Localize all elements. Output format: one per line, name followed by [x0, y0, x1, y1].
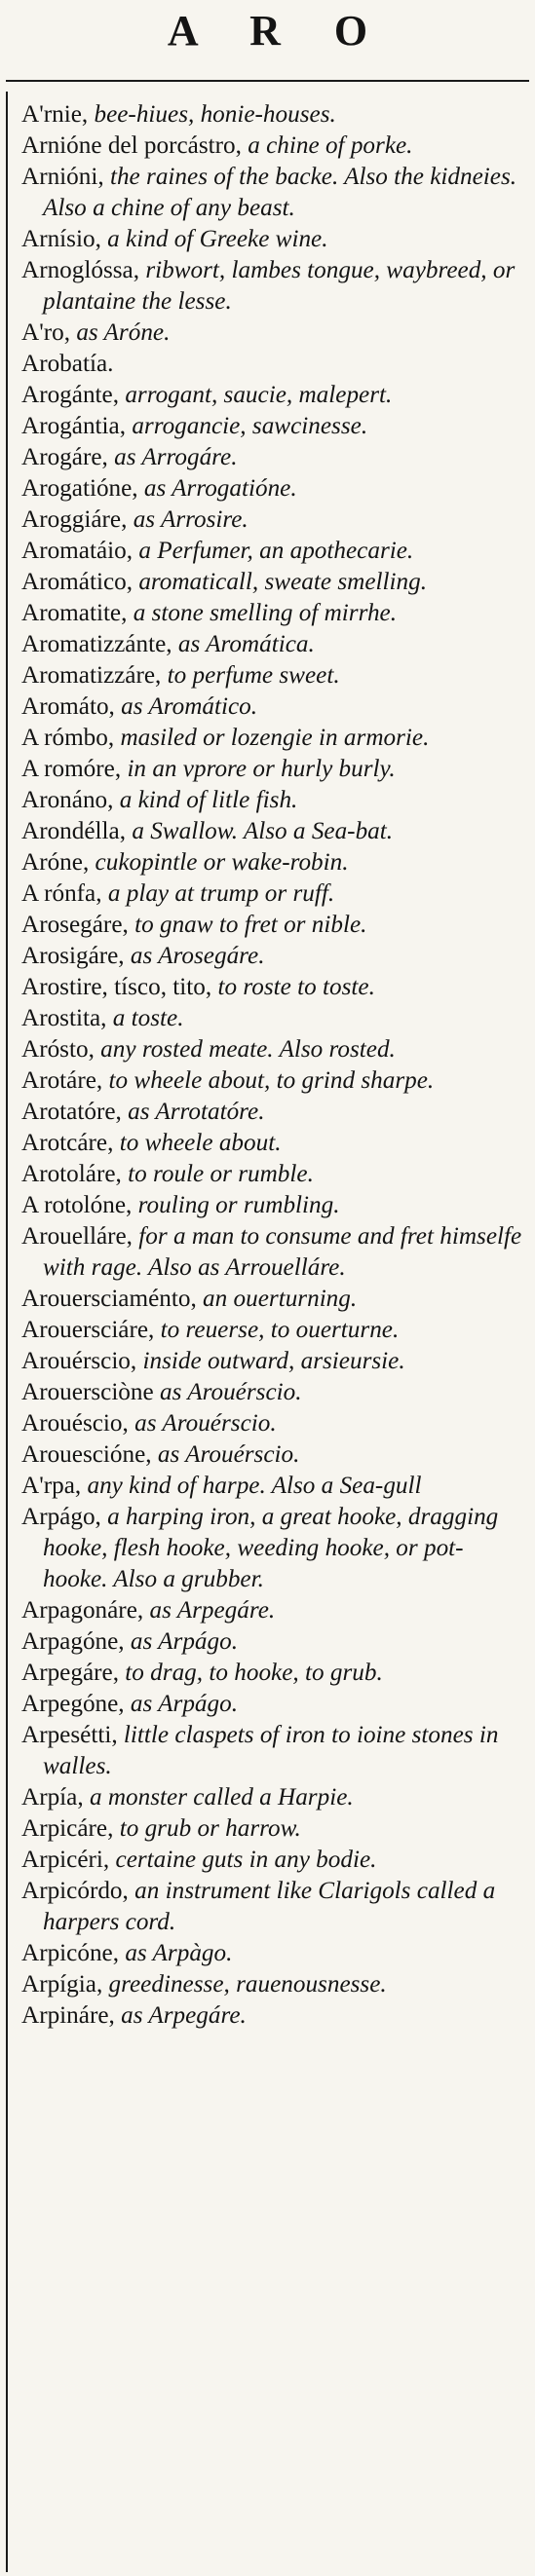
header-rule [6, 80, 529, 82]
entry-headword: Arotatóre, [21, 1099, 122, 1125]
entry-definition: to perfume sweet. [161, 662, 340, 689]
entry-headword: Aromatite, [21, 600, 128, 626]
dictionary-entry [21, 567, 527, 598]
entry-definition: any kind of harpe. Also a Sea-gull [81, 1473, 422, 1499]
entry-headword: Arnísio, [21, 226, 101, 252]
entry-definition: to wheele about, to grind sharpe. [102, 1067, 435, 1094]
entry-headword: Arouescióne, [21, 1441, 152, 1468]
dictionary-entry [21, 598, 527, 629]
entry-definition: to grub or harrow. [113, 1815, 301, 1842]
entry-definition: as Arouérscio. [151, 1441, 300, 1468]
dictionary-entry [21, 1689, 527, 1720]
entry-headword: Aromatáio, [21, 538, 134, 564]
entry-definition: certaine guts in any bodie. [109, 1847, 377, 1873]
entry-headword: Arnióni, [21, 164, 104, 190]
entry-headword: Aromáto, [21, 693, 115, 720]
dictionary-entry [21, 691, 527, 723]
entry-definition: greedinesse, rauenousnesse. [102, 1971, 387, 1997]
entry-definition: a kind of litle fish. [113, 787, 298, 813]
dictionary-entry [21, 660, 527, 691]
dictionary-entry [21, 162, 527, 224]
entry-headword: Arnióne del porcástro, [21, 132, 242, 159]
entry-definition: masiled or lozengie in armorie. [114, 725, 430, 751]
dictionary-entry [21, 1128, 527, 1159]
entry-definition: aromaticall, sweate smelling. [133, 569, 428, 595]
dictionary-entry [21, 1969, 527, 2000]
dictionary-entry [21, 1471, 527, 1502]
entry-headword: Arosegáre, [21, 912, 129, 938]
entry-headword: Arogánte, [21, 382, 120, 408]
entry-definition: as Arpegáre. [143, 1597, 276, 1624]
dictionary-entry [21, 411, 527, 442]
entry-definition: as Aromática. [172, 631, 315, 657]
entry-definition: to roste to toste. [211, 974, 375, 1000]
dictionary-entry [21, 1813, 527, 1845]
entry-headword: Arouersciáre, [21, 1317, 155, 1343]
dictionary-entry [21, 255, 527, 317]
dictionary-entry [21, 1315, 527, 1346]
entry-headword: Aróne, [21, 849, 90, 876]
entry-definition: a kind of Greeke wine. [100, 226, 328, 252]
entry-definition: as Arpàgo. [119, 1940, 233, 1966]
dictionary-entry [21, 1346, 527, 1377]
entry-definition: a chine of porke. [241, 132, 413, 159]
dictionary-entry [21, 349, 527, 380]
entry-definition: to drag, to hooke, to grub. [119, 1660, 383, 1686]
entry-definition: as Arpágo. [124, 1628, 239, 1655]
entry-definition: as Arpegáre. [114, 2002, 247, 2029]
dictionary-entry [21, 816, 527, 847]
entry-headword: Arogatióne, [21, 475, 138, 502]
entry-definition: as Arrogáre. [107, 444, 238, 470]
running-head: A R O [167, 7, 390, 55]
dictionary-entry [21, 1159, 527, 1190]
entry-definition: a harping iron, a great hooke, dragging hooke, flesh hooke, weeding hooke, or pot-hooke. Also a grubber. [43, 1504, 499, 1592]
entry-definition: to roule or rumble. [121, 1161, 314, 1187]
dictionary-entry [21, 2000, 527, 2032]
entry-headword: A'rnie, [21, 101, 89, 128]
dictionary-entry [21, 785, 527, 816]
entry-definition: for a man to consume and fret himselfe with rage. Also as Arrouelláre. [43, 1223, 522, 1281]
entry-definition: to gnaw to fret or nible. [128, 912, 367, 938]
dictionary-entry [21, 1845, 527, 1876]
dictionary-entry [21, 1408, 527, 1439]
entry-headword: A'rpa, [21, 1473, 82, 1499]
dictionary-entry [21, 1284, 527, 1315]
entry-definition: a Perfumer, an apothecarie. [133, 538, 414, 564]
dictionary-entry [21, 1190, 527, 1221]
dictionary-entry [21, 1502, 527, 1595]
entry-definition: as Arouérscio. [153, 1379, 302, 1405]
entry-definition: little claspets of iron to ioine stones in walles. [43, 1722, 499, 1779]
entry-headword: Arpagonáre, [21, 1597, 144, 1624]
dictionary-entry [21, 910, 527, 941]
entry-headword: Arpicórdo, [21, 1878, 129, 1904]
entry-definition: rouling or rumbling. [132, 1192, 340, 1218]
entry-definition: to wheele about. [113, 1130, 282, 1156]
entry-definition: arrogancie, sawcinesse. [126, 413, 368, 439]
entry-definition: an instrument like Clarigols called a harpers cord. [43, 1878, 496, 1935]
entry-headword: A'ro, [21, 319, 71, 346]
dictionary-entry [21, 1065, 527, 1097]
entry-headword: A rómbo, [21, 725, 115, 751]
entry-definition: an ouerturning. [196, 1286, 358, 1312]
dictionary-entry [21, 99, 527, 131]
entry-definition: a Swallow. Also a Sea-bat. [126, 818, 394, 844]
entry-headword: Aromatizzáre, [21, 662, 162, 689]
entry-headword: Arogántia, [21, 413, 127, 439]
dictionary-entry [21, 1626, 527, 1658]
dictionary-entry [21, 1377, 527, 1408]
entry-headword: Arostita, [21, 1005, 107, 1031]
entry-definition: as Arosegáre. [124, 943, 265, 969]
entry-definition: to reuerse, to ouerturne. [154, 1317, 400, 1343]
entry-headword: Arpesétti, [21, 1722, 118, 1748]
entry-definition: the raines of the backe. Also the kidneies. Also a chine of any beast. [43, 164, 517, 221]
entry-headword: Arondélla, [21, 818, 127, 844]
entry-headword: Arpicáre, [21, 1815, 114, 1842]
entry-headword: A rónfa, [21, 880, 102, 907]
dictionary-entry [21, 1938, 527, 1969]
dictionary-entry [21, 847, 527, 878]
entry-headword: Arouersciòne [21, 1379, 154, 1405]
entry-definition: as Arouérscio. [128, 1410, 277, 1437]
dictionary-entry [21, 878, 527, 910]
dictionary-entry [21, 723, 527, 754]
entry-column [6, 92, 527, 2572]
entry-headword: Arpegáre, [21, 1660, 119, 1686]
dictionary-entry [21, 442, 527, 473]
page-header [0, 0, 535, 80]
entry-headword: Arobatía. [21, 351, 114, 377]
dictionary-entry [21, 1876, 527, 1938]
entry-headword: Arnoglóssa, [21, 257, 140, 283]
dictionary-entry [21, 131, 527, 162]
entry-headword: A romóre, [21, 756, 122, 782]
dictionary-entry [21, 754, 527, 785]
entry-headword: Arpagóne, [21, 1628, 125, 1655]
dictionary-entry [21, 1720, 527, 1782]
entry-headword: Arpígia, [21, 1971, 103, 1997]
entry-headword: Aronáno, [21, 787, 114, 813]
entry-definition: a toste. [106, 1005, 184, 1031]
entry-headword: Arosigáre, [21, 943, 125, 969]
entry-definition: as Arrotatóre. [121, 1099, 265, 1125]
entry-definition: in an vprore or hurly burly. [121, 756, 396, 782]
entry-headword: Arostire, tísco, tito, [21, 974, 212, 1000]
dictionary-entry [21, 473, 527, 504]
entry-definition: cukopintle or wake-robin. [89, 849, 349, 876]
entry-definition: as Arpágo. [124, 1691, 239, 1717]
entry-definition: ribwort, lambes tongue, waybreed, or plantaine the lesse. [43, 257, 516, 315]
dictionary-entry [21, 224, 527, 255]
entry-headword: Arpicóne, [21, 1940, 120, 1966]
entry-headword: Arpegóne, [21, 1691, 125, 1717]
entry-headword: Aroggiáre, [21, 506, 128, 533]
entry-definition: bee-hiues, honie-houses. [88, 101, 336, 128]
dictionary-entry [21, 972, 527, 1003]
dictionary-entry [21, 941, 527, 972]
entry-headword: Arpicéri, [21, 1847, 110, 1873]
dictionary-entry [21, 1003, 527, 1034]
entry-definition: any rosted meate. Also rosted. [94, 1036, 396, 1063]
entry-headword: Arpináre, [21, 2002, 115, 2029]
dictionary-entry [21, 1658, 527, 1689]
entry-headword: Arpágo, [21, 1504, 101, 1530]
entry-headword: Arouelláre, [21, 1223, 133, 1250]
entry-definition: as Aróne. [70, 319, 171, 346]
dictionary-entry [21, 1221, 527, 1284]
dictionary-entry [21, 1097, 527, 1128]
entry-headword: A rotolóne, [21, 1192, 133, 1218]
dictionary-entry [21, 629, 527, 660]
entry-definition: as Arrosire. [127, 506, 248, 533]
entry-headword: Arogáre, [21, 444, 108, 470]
entry-definition: arrogant, saucie, malepert. [119, 382, 393, 408]
dictionary-entry [21, 504, 527, 536]
dictionary-entry [21, 1034, 527, 1065]
entry-headword: Arouérscio, [21, 1348, 137, 1374]
entry-definition: a play at trump or ruff. [101, 880, 335, 907]
entry-definition: a stone smelling of mirrhe. [127, 600, 398, 626]
entry-headword: Arotcáre, [21, 1130, 114, 1156]
entry-definition: as Aromático. [114, 693, 258, 720]
dictionary-entry [21, 536, 527, 567]
entry-headword: Arouersciaménto, [21, 1286, 197, 1312]
entry-headword: Arouéscio, [21, 1410, 129, 1437]
dictionary-entry [21, 317, 527, 349]
entry-definition: as Arrogatióne. [137, 475, 297, 502]
entry-headword: Aromatizzánte, [21, 631, 172, 657]
entry-headword: Aromático, [21, 569, 134, 595]
dictionary-entry [21, 1782, 527, 1813]
entry-headword: Arpía, [21, 1784, 84, 1811]
entry-definition: inside outward, arsieursie. [136, 1348, 405, 1374]
dictionary-entry [21, 1595, 527, 1626]
dictionary-entry [21, 1439, 527, 1471]
entry-headword: Arotáre, [21, 1067, 103, 1094]
entry-list [8, 92, 527, 2032]
dictionary-entry [21, 380, 527, 411]
entry-headword: Arósto, [21, 1036, 95, 1063]
entry-definition: a monster called a Harpie. [83, 1784, 354, 1811]
entry-headword: Arotoláre, [21, 1161, 122, 1187]
